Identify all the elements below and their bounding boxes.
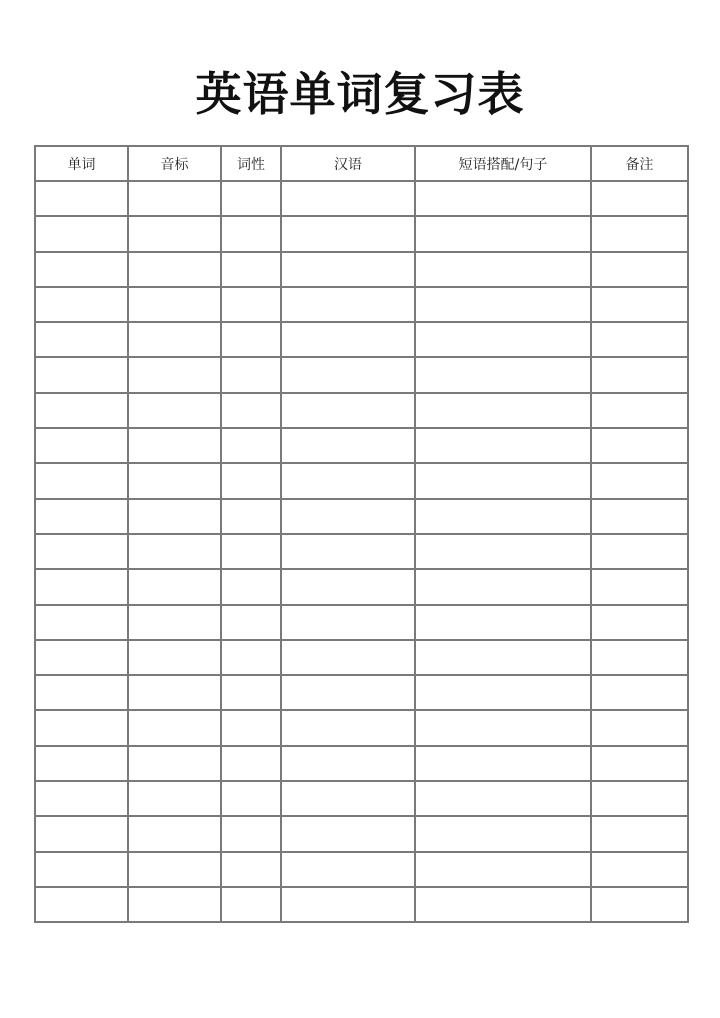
table-cell <box>35 816 128 851</box>
table-row <box>35 675 688 710</box>
table-cell <box>221 746 281 781</box>
table-cell <box>591 357 688 392</box>
table-cell <box>591 675 688 710</box>
table-row <box>35 428 688 463</box>
table-cell <box>415 640 591 675</box>
table-cell <box>591 534 688 569</box>
table-cell <box>35 393 128 428</box>
table-cell <box>591 499 688 534</box>
column-header-chinese: 汉语 <box>281 146 415 181</box>
table-cell <box>591 746 688 781</box>
table-cell <box>281 816 415 851</box>
table-row <box>35 181 688 216</box>
column-header-word: 单词 <box>35 146 128 181</box>
table-row <box>35 816 688 851</box>
table-row <box>35 357 688 392</box>
table-cell <box>415 287 591 322</box>
table-cell <box>35 322 128 357</box>
table-cell <box>415 746 591 781</box>
table-cell <box>35 852 128 887</box>
table-cell <box>35 357 128 392</box>
table-cell <box>221 710 281 745</box>
table-cell <box>35 569 128 604</box>
table-cell <box>415 605 591 640</box>
table-cell <box>281 287 415 322</box>
table-cell <box>591 428 688 463</box>
table-cell <box>415 852 591 887</box>
table-cell <box>281 181 415 216</box>
table-cell <box>221 393 281 428</box>
table-cell <box>221 640 281 675</box>
table-cell <box>35 181 128 216</box>
table-cell <box>591 569 688 604</box>
table-cell <box>415 534 591 569</box>
table-cell <box>128 181 221 216</box>
table-cell <box>128 534 221 569</box>
table-cell <box>591 181 688 216</box>
column-header-phrases-sentences: 短语搭配/句子 <box>415 146 591 181</box>
table-cell <box>415 322 591 357</box>
table-cell <box>415 816 591 851</box>
table-cell <box>281 252 415 287</box>
table-cell <box>281 569 415 604</box>
table-row <box>35 252 688 287</box>
table-cell <box>35 781 128 816</box>
table-cell <box>35 605 128 640</box>
column-header-phonetic: 音标 <box>128 146 221 181</box>
table-cell <box>415 781 591 816</box>
table-header-row <box>35 146 688 181</box>
table-cell <box>591 287 688 322</box>
table-cell <box>221 605 281 640</box>
table-cell <box>128 816 221 851</box>
table-cell <box>591 710 688 745</box>
table-cell <box>221 216 281 251</box>
table-cell <box>591 781 688 816</box>
table-cell <box>35 428 128 463</box>
page-title: 英语单词复习表 <box>195 67 525 121</box>
table-row <box>35 640 688 675</box>
table-cell <box>415 357 591 392</box>
table-row <box>35 710 688 745</box>
table-cell <box>415 675 591 710</box>
table-cell <box>35 499 128 534</box>
table-cell <box>128 640 221 675</box>
vocabulary-review-table <box>34 145 689 923</box>
table-cell <box>415 181 591 216</box>
table-cell <box>221 499 281 534</box>
table-row <box>35 534 688 569</box>
table-cell <box>221 852 281 887</box>
table-cell <box>591 640 688 675</box>
table-cell <box>128 463 221 498</box>
table-cell <box>415 428 591 463</box>
table-cell <box>128 746 221 781</box>
table-cell <box>591 605 688 640</box>
table-cell <box>128 357 221 392</box>
table-cell <box>35 534 128 569</box>
table-cell <box>35 640 128 675</box>
table-row <box>35 781 688 816</box>
table-cell <box>128 569 221 604</box>
table-cell <box>281 746 415 781</box>
table-cell <box>221 816 281 851</box>
table-cell <box>281 605 415 640</box>
table-cell <box>221 569 281 604</box>
table-cell <box>35 887 128 922</box>
table-row <box>35 852 688 887</box>
table-cell <box>35 746 128 781</box>
table-cell <box>35 216 128 251</box>
column-header-notes: 备注 <box>591 146 688 181</box>
table-cell <box>415 463 591 498</box>
table-cell <box>415 887 591 922</box>
table-cell <box>415 252 591 287</box>
table-cell <box>221 322 281 357</box>
table-cell <box>415 216 591 251</box>
table-cell <box>221 357 281 392</box>
table-cell <box>128 252 221 287</box>
table-cell <box>281 675 415 710</box>
table-cell <box>128 322 221 357</box>
table-cell <box>128 781 221 816</box>
table-cell <box>221 252 281 287</box>
table-row <box>35 393 688 428</box>
table-cell <box>35 463 128 498</box>
table-row <box>35 887 688 922</box>
table-cell <box>128 605 221 640</box>
table-cell <box>281 357 415 392</box>
table-row <box>35 322 688 357</box>
table-row <box>35 463 688 498</box>
table-row <box>35 569 688 604</box>
table-row <box>35 499 688 534</box>
table-cell <box>281 781 415 816</box>
table-cell <box>415 710 591 745</box>
table-cell <box>591 393 688 428</box>
table-cell <box>591 816 688 851</box>
table-cell <box>221 181 281 216</box>
table-cell <box>128 428 221 463</box>
table-cell <box>128 393 221 428</box>
table-cell <box>221 534 281 569</box>
table-cell <box>221 428 281 463</box>
table-cell <box>221 463 281 498</box>
table-cell <box>415 393 591 428</box>
table-cell <box>281 393 415 428</box>
table-cell <box>281 710 415 745</box>
table-cell <box>35 287 128 322</box>
column-header-part-of-speech: 词性 <box>221 146 281 181</box>
table-cell <box>415 569 591 604</box>
table-cell <box>281 428 415 463</box>
table-row <box>35 746 688 781</box>
table-cell <box>281 463 415 498</box>
table-cell <box>35 710 128 745</box>
table-cell <box>128 499 221 534</box>
table-cell <box>281 322 415 357</box>
table-cell <box>221 287 281 322</box>
table-cell <box>221 887 281 922</box>
table-cell <box>591 322 688 357</box>
table-cell <box>591 463 688 498</box>
table-cell <box>591 887 688 922</box>
table-cell <box>591 252 688 287</box>
table-cell <box>281 640 415 675</box>
table-cell <box>128 710 221 745</box>
table-cell <box>35 675 128 710</box>
table-cell <box>35 252 128 287</box>
table-cell <box>128 887 221 922</box>
table-cell <box>281 887 415 922</box>
table-cell <box>591 852 688 887</box>
table-cell <box>128 852 221 887</box>
table-cell <box>128 287 221 322</box>
table-body <box>35 181 688 922</box>
table-cell <box>281 534 415 569</box>
table-cell <box>221 675 281 710</box>
table-row <box>35 287 688 322</box>
table-row <box>35 605 688 640</box>
table-cell <box>281 216 415 251</box>
table-cell <box>128 675 221 710</box>
table-cell <box>281 852 415 887</box>
table-cell <box>591 216 688 251</box>
table-cell <box>128 216 221 251</box>
table-row <box>35 216 688 251</box>
table-cell <box>281 499 415 534</box>
table-cell <box>415 499 591 534</box>
table-cell <box>221 781 281 816</box>
